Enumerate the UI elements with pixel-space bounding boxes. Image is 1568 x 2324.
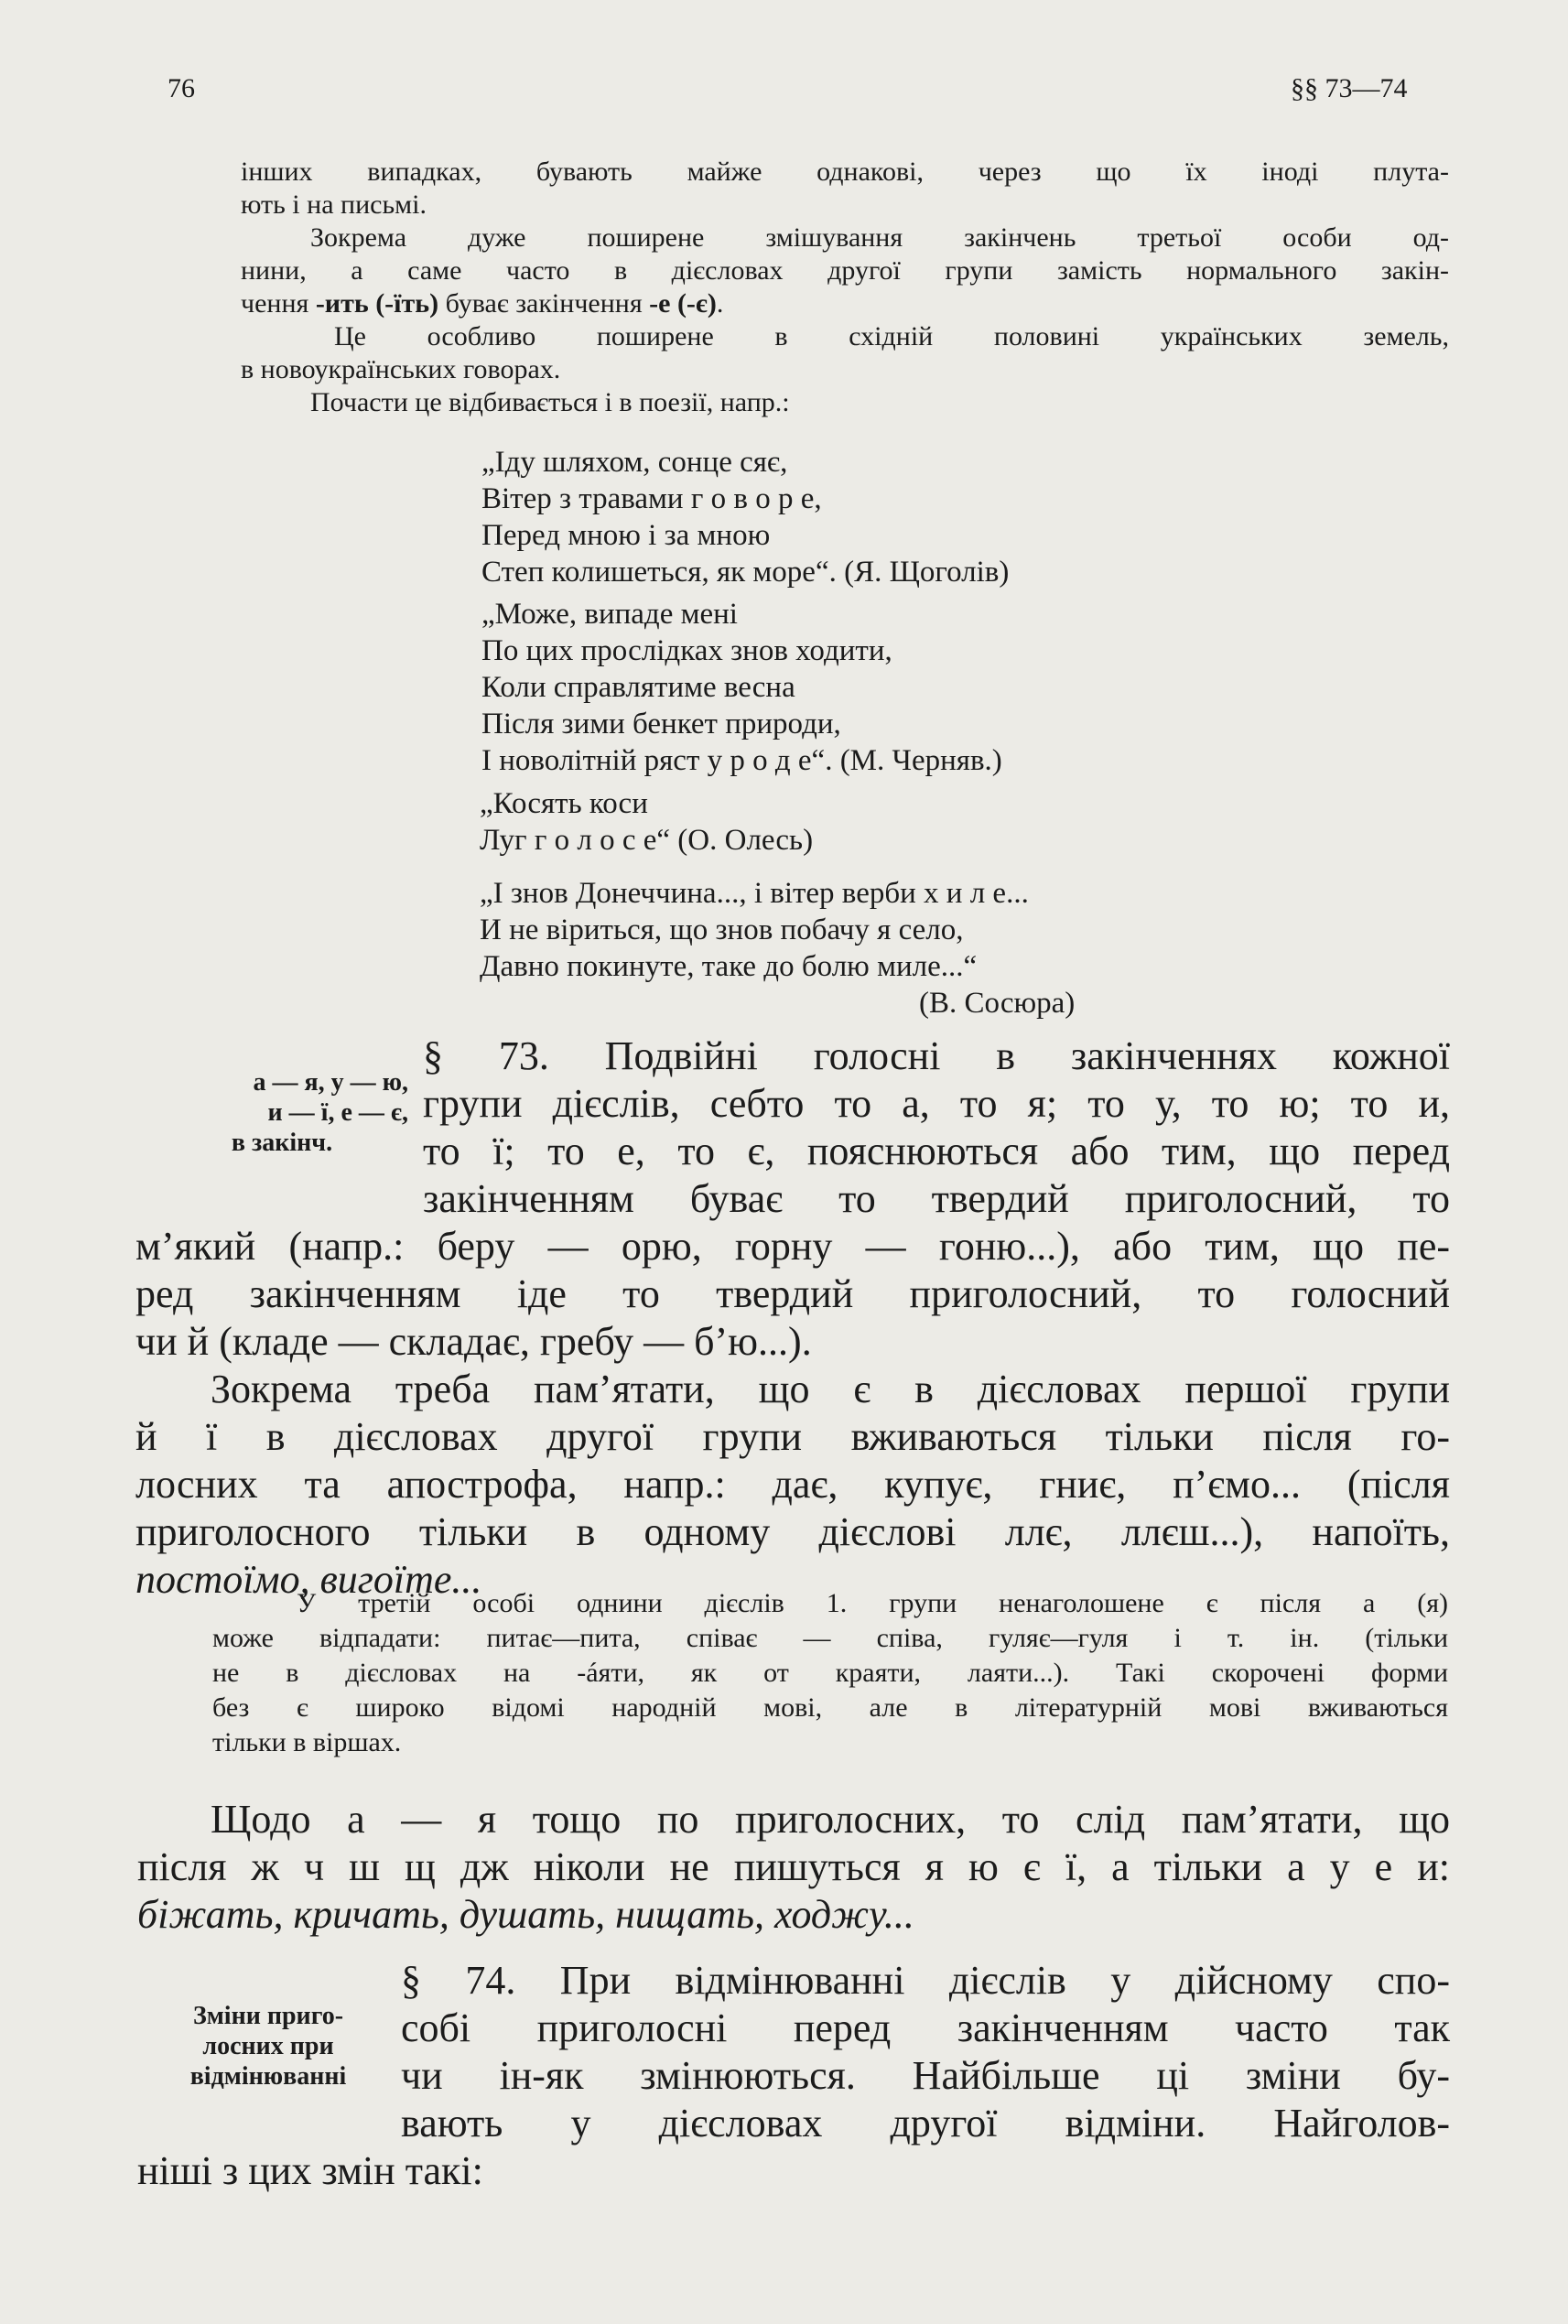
margin-line: лосних при: [202, 2032, 334, 2060]
section-74-head: [401, 1957, 1450, 2147]
para-a-ya: [137, 1796, 1450, 1939]
text-line: ред закінченням іде то твердий приголосний, то голосний: [135, 1271, 1450, 1316]
text-line: чи ін-як змінюються. Найбільше ці зміни бу-: [401, 2053, 1450, 2098]
margin-line: Зміни приго-: [192, 2002, 344, 2030]
verse-line: „Може, випаде мені: [481, 598, 738, 631]
text-line: біжать, кричать, душать, нищать, ходжу...: [137, 1892, 914, 1937]
text-line: лосних та апострофа, напр.: дає, купує, гниє, п’ємо... (після: [135, 1462, 1450, 1507]
text-line: § 74. При відмінюванні дієслів у дійсному спо-: [401, 1958, 1450, 2003]
poem-oles: [480, 785, 813, 859]
margin-note-74: [146, 2001, 390, 2092]
verse-line: Луг г о л о с е“ (О. Олесь): [480, 824, 814, 857]
margin-line: відмінюванні: [189, 2062, 347, 2091]
verse-line: По цих прослідках знов ходити,: [481, 634, 892, 667]
text-line: й ї в дієсловах другої групи вживаються тільки після го-: [135, 1414, 1450, 1459]
text-line: Щодо а — я тощо по приголосних, то слід пам’ятати, що: [211, 1797, 1450, 1842]
section-74-tail: [137, 2147, 483, 2195]
margin-line: в закінч.: [231, 1129, 333, 1157]
text-line: може відпадати: питає—пита, співає — співа, гуляє—гуля і т. ін. (тільки: [212, 1623, 1448, 1653]
section-73-body: [135, 1223, 1450, 1604]
page-number: 76: [168, 73, 195, 103]
text-line: м’який (напр.: беру — орю, горну — гоню...), або тим, що пе-: [135, 1224, 1450, 1269]
intro-text: [241, 156, 1449, 419]
verse-line: Коли справлятиме весна: [481, 671, 795, 704]
poem-chernyav: [481, 596, 1002, 779]
text-line: групи дієслів, себто то а, то я; то у, то ю; то и,: [423, 1081, 1450, 1126]
text-line: не в дієсловах на -áяти, як от краяти, лаяти...). Такі скорочені форми: [212, 1658, 1448, 1688]
margin-line: и — ї, е — є,: [267, 1098, 408, 1127]
verse-line: „Косять коси: [480, 787, 648, 820]
text-line: чення -ить (-їть) буває закінчення -е (-є).: [241, 288, 724, 319]
verse-line: Після зими бенкет природи,: [481, 708, 841, 740]
margin-note-73: [156, 1067, 408, 1158]
text-line: Почасти це відбивається і в поезії, напр.:: [310, 387, 790, 417]
text-line: собі приголосні перед закінченням часто так: [401, 2005, 1450, 2050]
text-line: закінченням буває то твердий приголосний, то: [423, 1176, 1450, 1221]
text-line: приголосного тільки в одному дієслові ллє, ллєш...), напоїть,: [135, 1509, 1450, 1554]
verse-line: Давно покинуте, таке до болю миле...“: [480, 950, 978, 983]
text-line: то ї; то е, то є, пояснюються або тим, що перед: [423, 1129, 1450, 1173]
text-line: ніші з цих змін такі:: [137, 2148, 483, 2193]
text-line: Зокрема треба пам’ятати, що є в дієсловах першої групи: [211, 1367, 1450, 1411]
text-line: без є широко відомі народній мові, але в літературній мові вживаються: [212, 1692, 1448, 1723]
text-line: У третій особі однини дієслів 1. групи ненаголошене є після а (я): [297, 1588, 1448, 1618]
text-line: ють і на письмі.: [241, 189, 427, 220]
text-line: § 73. Подвійні голосні в закінченнях кожної: [423, 1033, 1450, 1078]
verse-line: Вітер з травами г о в о р е,: [481, 482, 822, 515]
verse-line: Степ колишеться, як море“. (Я. Щоголів): [481, 556, 1010, 589]
section-73-head: [423, 1032, 1450, 1223]
section-range: §§ 73—74: [1291, 73, 1408, 103]
poem-sosiura: [480, 875, 1075, 1021]
verse-line: „Іду шляхом, сонце сяє,: [481, 446, 788, 479]
text-line: після ж ч ш щ дж ніколи не пишуться я ю є ї, а тільки а у е и:: [137, 1844, 1450, 1889]
text-line: постоїмо, вигоїте...: [135, 1557, 482, 1602]
text-line: Зокрема дуже поширене змішування закінчень третьої особи од-: [310, 222, 1449, 253]
margin-line: а — я, у — ю,: [253, 1068, 408, 1097]
verse-line: Перед мною і за мною: [481, 519, 771, 552]
text-line: чи й (кладе — складає, гребу — б’ю...).: [135, 1319, 812, 1364]
verse-line: І новолітній ряст у р о д е“. (М. Черняв.): [481, 744, 1002, 777]
note-block: [212, 1586, 1448, 1760]
poem-shcholiv: [481, 444, 1009, 590]
verse-line: „І знов Донеччина..., і вітер верби х и л е...: [480, 877, 1029, 910]
text-line: Це особливо поширене в східній половині українських земель,: [334, 321, 1449, 351]
text-line: нини, а саме часто в дієсловах другої групи замість нормального закін-: [241, 255, 1449, 286]
verse-line: И не віриться, що знов побачу я село,: [480, 913, 964, 946]
text-line: інших випадках, бувають майже однакові, через що їх іноді плута-: [241, 157, 1449, 187]
verse-line: (В. Сосюра): [919, 987, 1076, 1020]
text-line: вають у дієсловах другої відміни. Найголов-: [401, 2101, 1450, 2146]
text-line: тільки в віршах.: [212, 1727, 402, 1757]
text-line: в новоукраїнських говорах.: [241, 354, 561, 384]
